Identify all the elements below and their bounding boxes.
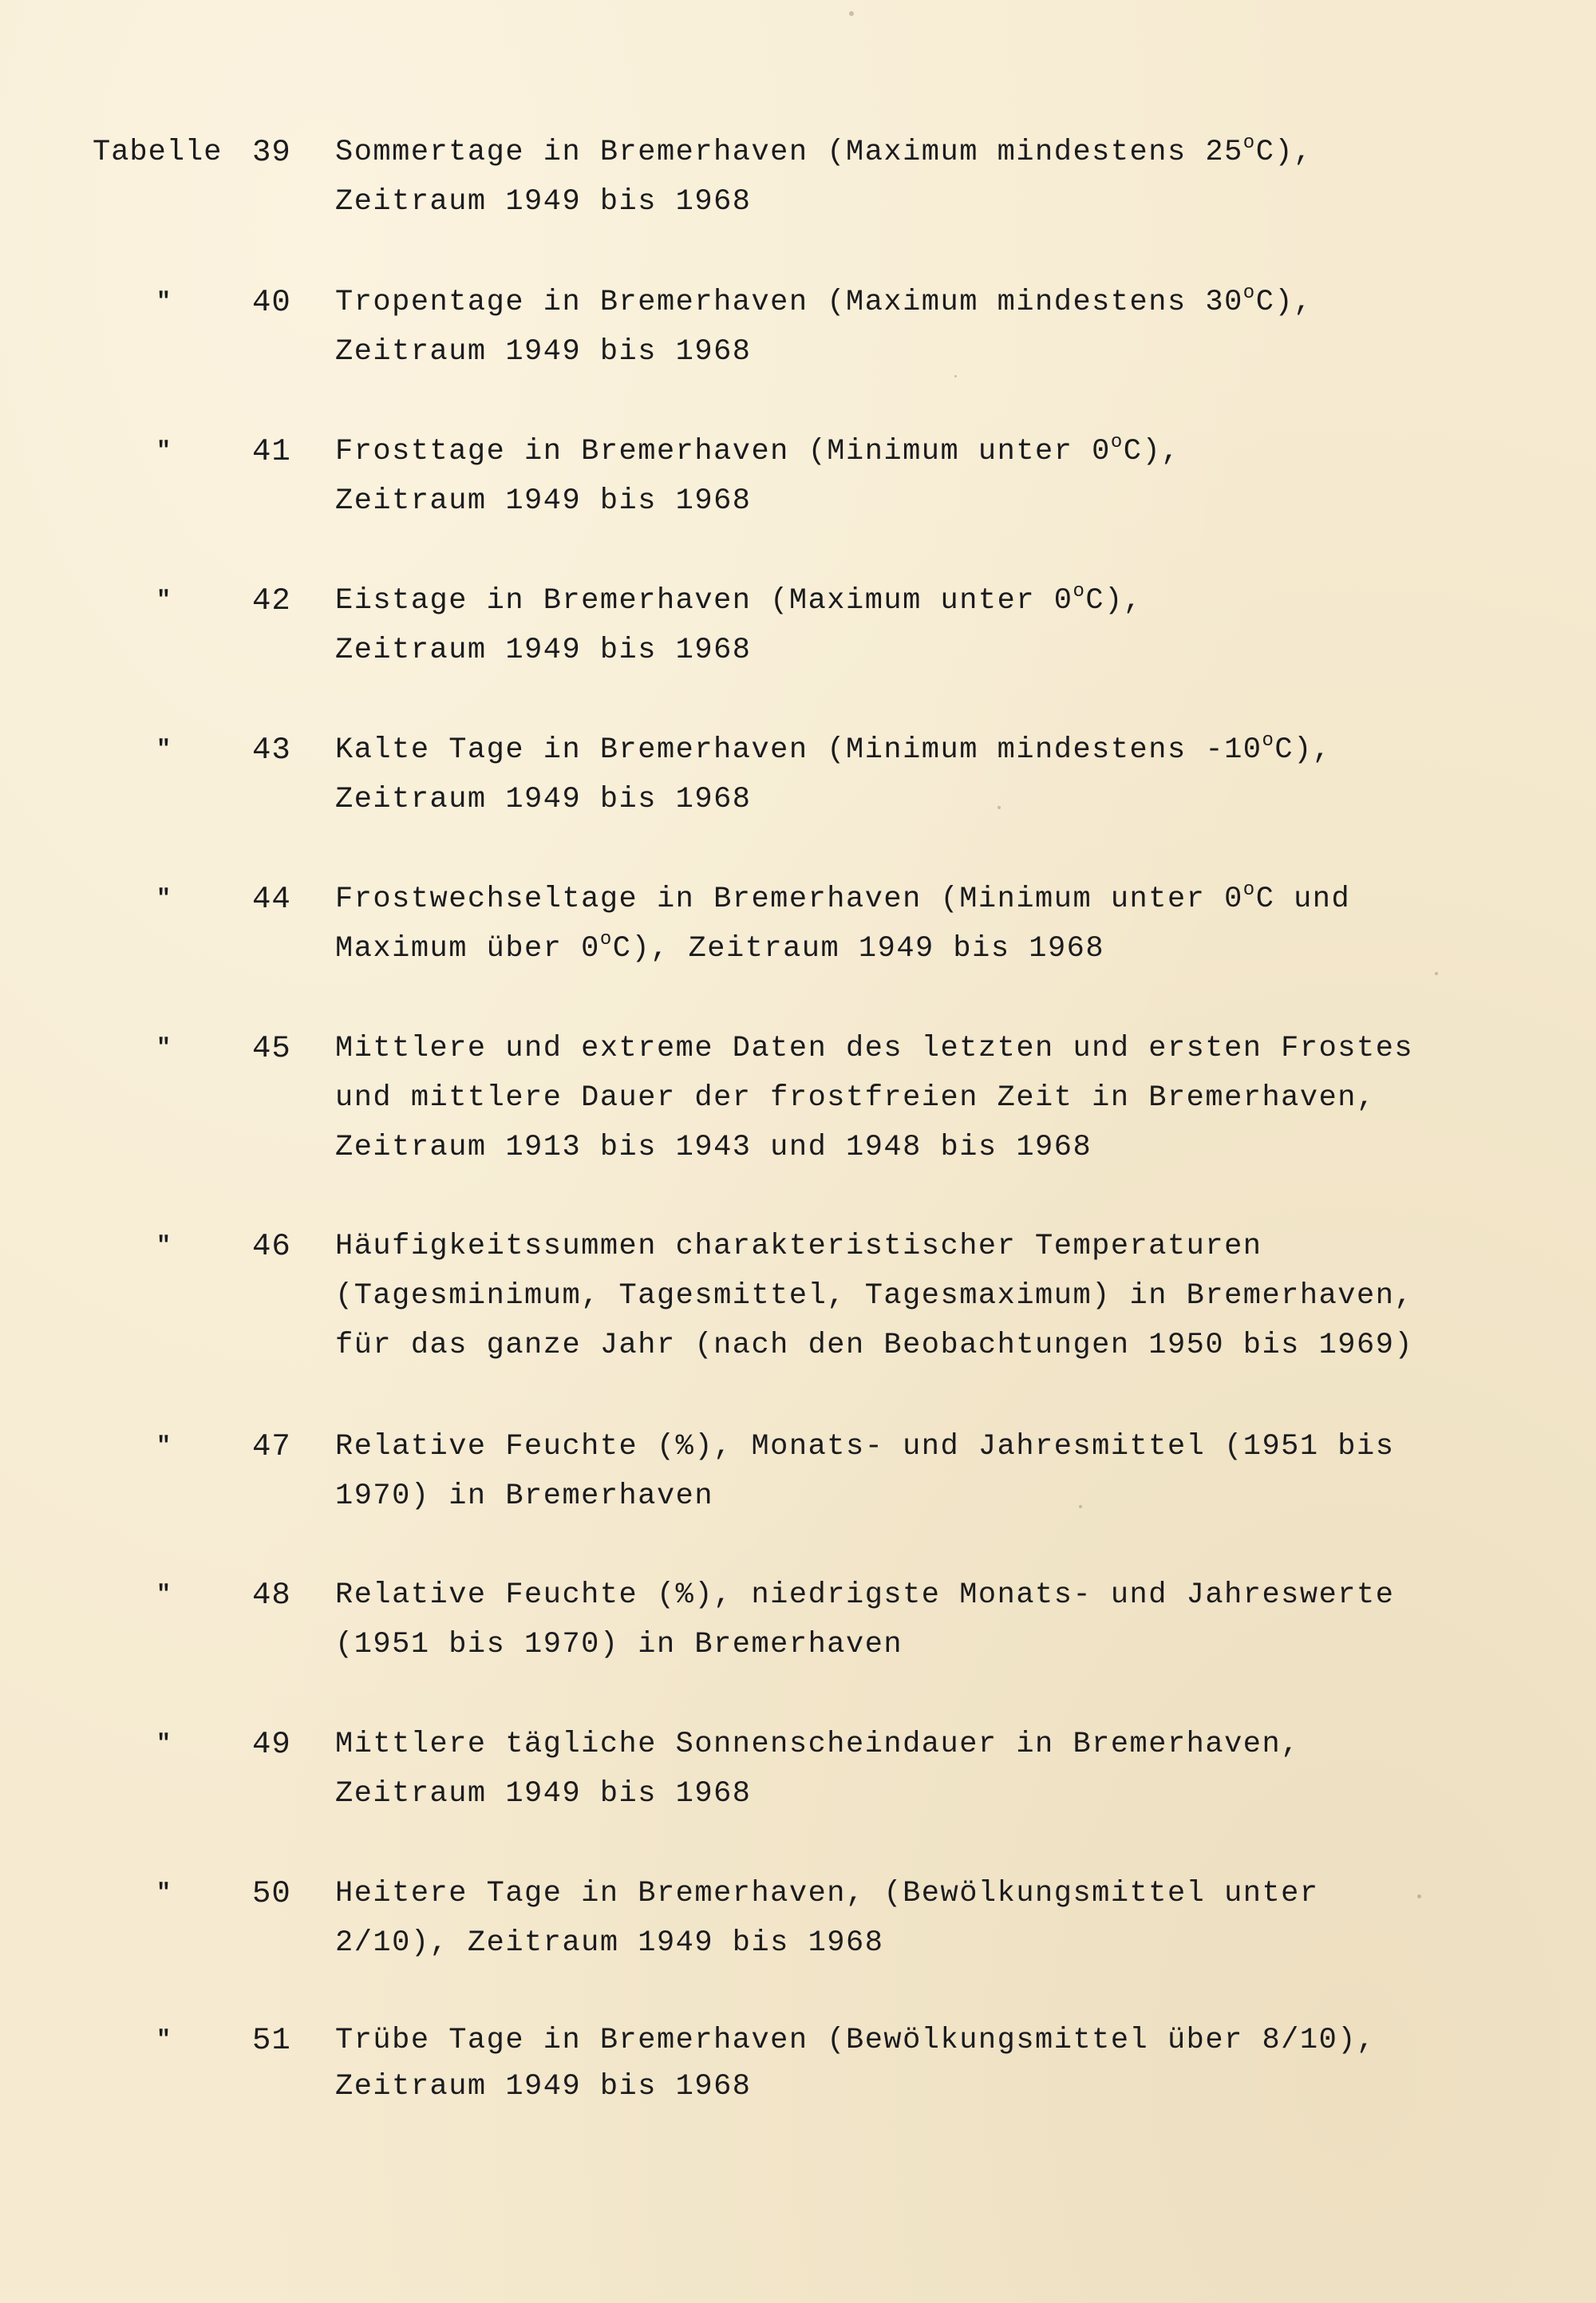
caption-line: Eistage in Bremerhaven (Maximum unter 0$^o$C),: [335, 581, 1143, 618]
table-number: 51: [252, 2023, 291, 2058]
table-number: 47: [252, 1429, 291, 1464]
table-number: 39: [252, 135, 291, 170]
degree-superscript: o: [1110, 432, 1124, 453]
table-caption: [335, 1422, 1508, 1521]
table-caption: [335, 278, 1508, 377]
caption-line: und mittlere Dauer der frostfreien Zeit in Bremerhaven,: [335, 1081, 1376, 1115]
table-number: 45: [252, 1031, 291, 1066]
paper-speck: [849, 11, 854, 16]
table-caption: [335, 875, 1508, 974]
caption-line: Relative Feuchte (%), niedrigste Monats- und Jahreswerte: [335, 1578, 1395, 1612]
table-number: 44: [252, 882, 291, 917]
caption-line: (Tagesminimum, Tagesmittel, Tagesmaximum) in Bremerhaven,: [335, 1279, 1414, 1313]
caption-line: Zeitraum 1949 bis 1968: [335, 634, 752, 667]
caption-line: Zeitraum 1949 bis 1968: [335, 484, 752, 518]
caption-line: (1951 bis 1970) in Bremerhaven: [335, 1628, 903, 1661]
table-caption: [335, 1720, 1508, 1819]
paper-speck: [998, 806, 1001, 809]
caption-line: Frosttage in Bremerhaven (Minimum unter 0$^o$C),: [335, 432, 1180, 468]
ditto-mark: ": [156, 587, 172, 614]
table-caption: [335, 1024, 1508, 1172]
table-label: Tabelle: [93, 136, 223, 169]
caption-line: Zeitraum 1949 bis 1968: [335, 2070, 752, 2104]
ditto-mark: ": [156, 1035, 172, 1062]
ditto-mark: ": [156, 2027, 172, 2054]
table-number: 49: [252, 1727, 291, 1762]
caption-line: Zeitraum 1949 bis 1968: [335, 185, 752, 219]
degree-superscript: o: [1262, 730, 1275, 752]
ditto-mark: ": [156, 1582, 172, 1609]
table-number: 50: [252, 1876, 291, 1911]
table-number: 48: [252, 1578, 291, 1613]
paper-speck: [1435, 972, 1438, 975]
table-number: 42: [252, 583, 291, 618]
table-caption: [335, 2016, 1508, 2111]
table-caption: [335, 725, 1508, 824]
caption-line: Frostwechseltage in Bremerhaven (Minimum unter 0$^o$C und: [335, 879, 1351, 916]
degree-superscript: o: [1073, 581, 1086, 602]
caption-line: Kalte Tage in Bremerhaven (Minimum mindestens -10$^o$C),: [335, 730, 1332, 767]
table-caption: [335, 576, 1508, 675]
degree-superscript: o: [1242, 879, 1256, 901]
caption-line: Zeitraum 1949 bis 1968: [335, 783, 752, 816]
caption-line: für das ganze Jahr (nach den Beobachtungen 1950 bis 1969): [335, 1329, 1414, 1362]
caption-line: Zeitraum 1949 bis 1968: [335, 1777, 752, 1811]
caption-line: Maximum über 0$^o$C), Zeitraum 1949 bis 1968: [335, 929, 1105, 966]
table-number: 43: [252, 733, 291, 768]
caption-line: Trübe Tage in Bremerhaven (Bewölkungsmittel über 8/10),: [335, 2024, 1376, 2057]
ditto-mark: ": [156, 289, 172, 316]
caption-line: Mittlere tägliche Sonnenscheindauer in Bremerhaven,: [335, 1728, 1300, 1761]
caption-line: 1970) in Bremerhaven: [335, 1479, 714, 1513]
degree-superscript: o: [599, 929, 613, 950]
degree-superscript: o: [1242, 132, 1256, 154]
table-number: 46: [252, 1229, 291, 1264]
caption-line: Heitere Tage in Bremerhaven, (Bewölkungsmittel unter: [335, 1877, 1319, 1910]
table-number: 40: [252, 285, 291, 320]
table-caption: [335, 1222, 1508, 1370]
table-caption: [335, 1570, 1508, 1669]
caption-line: 2/10), Zeitraum 1949 bis 1968: [335, 1926, 884, 1960]
caption-line: Sommertage in Bremerhaven (Maximum mindestens 25$^o$C),: [335, 132, 1313, 169]
table-caption: [335, 128, 1508, 227]
ditto-mark: ": [156, 886, 172, 913]
ditto-mark: ": [156, 1880, 172, 1907]
caption-line: Zeitraum 1913 bis 1943 und 1948 bis 1968: [335, 1131, 1092, 1164]
table-caption: [335, 1869, 1508, 1968]
caption-line: Tropentage in Bremerhaven (Maximum mindestens 30$^o$C),: [335, 282, 1313, 319]
ditto-mark: ": [156, 1433, 172, 1460]
caption-line: Zeitraum 1949 bis 1968: [335, 335, 752, 369]
ditto-mark: ": [156, 737, 172, 764]
caption-line: Mittlere und extreme Daten des letzten und ersten Frostes: [335, 1032, 1414, 1065]
paper-speck: [1417, 1894, 1421, 1898]
caption-line: Relative Feuchte (%), Monats- und Jahresmittel (1951 bis: [335, 1430, 1395, 1464]
table-number: 41: [252, 434, 291, 469]
table-caption: [335, 427, 1508, 526]
caption-line: Häufigkeitssummen charakteristischer Temperaturen: [335, 1230, 1262, 1263]
ditto-mark: ": [156, 438, 172, 465]
paper-speck: [954, 375, 957, 377]
ditto-mark: ": [156, 1731, 172, 1758]
paper-speck: [1079, 1505, 1082, 1508]
degree-superscript: o: [1242, 282, 1256, 304]
ditto-mark: ": [156, 1233, 172, 1260]
